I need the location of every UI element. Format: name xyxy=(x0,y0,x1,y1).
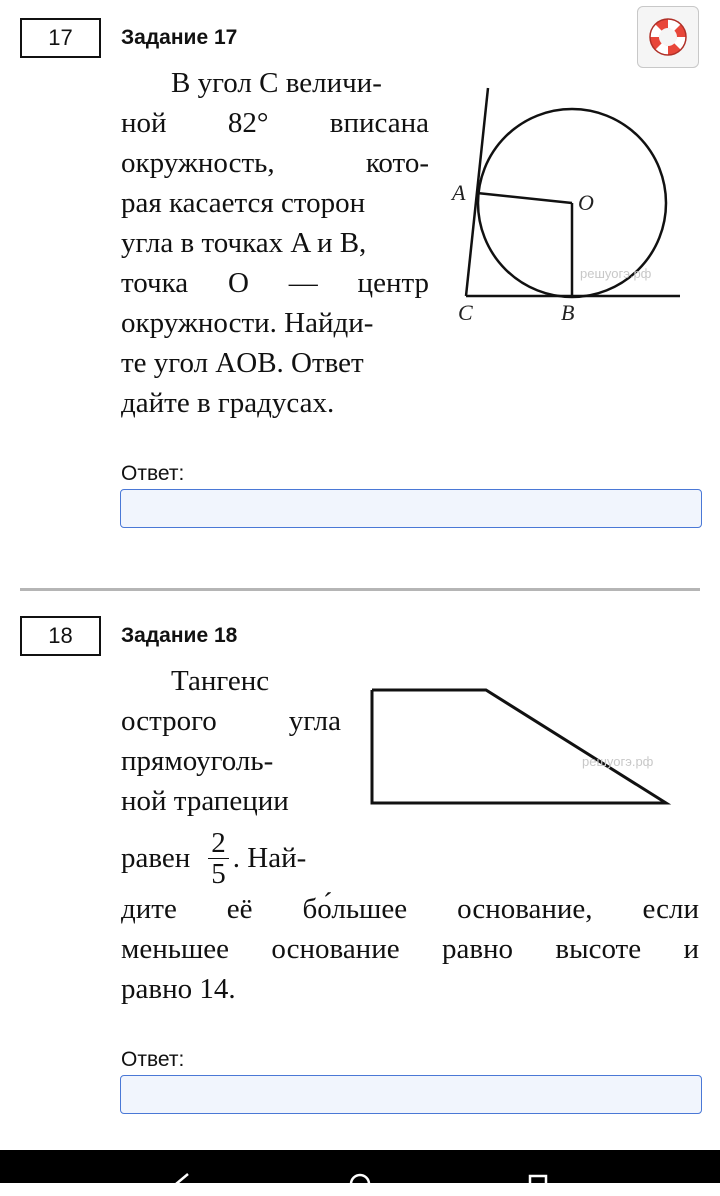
fraction-before: равен xyxy=(121,842,191,874)
home-icon[interactable] xyxy=(348,1172,372,1196)
text-line xyxy=(121,103,429,143)
text-line xyxy=(121,183,429,223)
task-17-title: Задание 17 xyxy=(121,26,238,49)
text-word: бо́льшее xyxy=(302,893,408,925)
text-line xyxy=(121,143,429,183)
text-word: рая касается сторон xyxy=(121,187,366,219)
text-word: точка xyxy=(121,267,189,299)
text-word: меньшее xyxy=(121,933,230,965)
text-word: угла xyxy=(288,705,341,737)
navigation-bar xyxy=(0,1150,720,1183)
text-word: дайте в градусах. xyxy=(121,387,335,419)
text-word: ной xyxy=(121,107,167,139)
fraction-denominator: 5 xyxy=(211,857,226,890)
text-word: дите xyxy=(121,893,177,925)
lifebuoy-icon xyxy=(646,15,690,59)
task-17-answer-input[interactable] xyxy=(120,489,702,528)
text-word: угла в точках A и B, xyxy=(121,227,367,259)
text-word: высоте xyxy=(555,933,642,965)
recents-icon[interactable] xyxy=(526,1172,550,1196)
text-word: и xyxy=(683,933,699,965)
task-17-answer-label: Ответ: xyxy=(121,462,185,485)
text-word: В угол С величи- xyxy=(171,67,382,99)
text-word: — xyxy=(288,267,318,299)
text-word: если xyxy=(642,893,699,925)
text-line xyxy=(121,741,341,781)
text-line xyxy=(121,383,429,423)
task-18-figure xyxy=(360,680,680,820)
text-word: окружности. Найди- xyxy=(121,307,374,339)
text-word: острого xyxy=(121,705,217,737)
text-word: те угол AOB. Ответ xyxy=(121,347,364,379)
fraction-after: . Най- xyxy=(232,842,307,874)
text-word: равно 14. xyxy=(121,973,236,1005)
text-line xyxy=(121,303,429,343)
text-word: Тангенс xyxy=(171,665,270,697)
task-18-answer-label: Ответ: xyxy=(121,1048,185,1071)
text-word: 82° xyxy=(227,107,269,139)
text-line xyxy=(121,661,391,701)
text-word: окружность, xyxy=(121,147,275,179)
fraction-line xyxy=(121,828,351,888)
text-word: кото- xyxy=(365,147,429,179)
text-word: вписана xyxy=(329,107,429,139)
text-line xyxy=(121,223,429,263)
text-word: основание, xyxy=(457,893,593,925)
figure-watermark: решуогэ.рф xyxy=(582,754,654,769)
section-divider xyxy=(20,588,700,591)
text-line xyxy=(121,343,429,383)
text-line xyxy=(121,263,429,303)
text-word: O xyxy=(227,267,249,299)
task-18-answer-input[interactable] xyxy=(120,1075,702,1114)
task-17-number: 17 xyxy=(20,18,101,58)
label-c: C xyxy=(458,300,473,325)
text-word: прямоуголь- xyxy=(121,745,274,777)
text-line xyxy=(121,889,699,929)
help-button[interactable] xyxy=(637,6,699,68)
text-line xyxy=(121,969,699,1009)
figure-watermark: решуогэ.рф xyxy=(580,266,652,281)
label-a: A xyxy=(452,180,466,205)
text-line xyxy=(121,781,341,821)
back-icon[interactable] xyxy=(170,1172,194,1196)
text-word: основание xyxy=(271,933,400,965)
text-line xyxy=(121,929,699,969)
text-word: центр xyxy=(357,267,429,299)
text-line xyxy=(121,63,479,103)
fraction-two-fifths xyxy=(208,828,229,889)
label-o: O xyxy=(578,190,594,215)
text-word: её xyxy=(226,893,253,925)
task-18-title: Задание 18 xyxy=(121,624,238,647)
task-18-number: 18 xyxy=(20,616,101,656)
text-word: равно xyxy=(441,933,514,965)
task-17-figure xyxy=(440,80,690,330)
text-word: ной трапеции xyxy=(121,785,289,817)
label-b: B xyxy=(561,300,575,325)
text-line xyxy=(121,701,341,741)
fraction-numerator: 2 xyxy=(208,828,229,859)
